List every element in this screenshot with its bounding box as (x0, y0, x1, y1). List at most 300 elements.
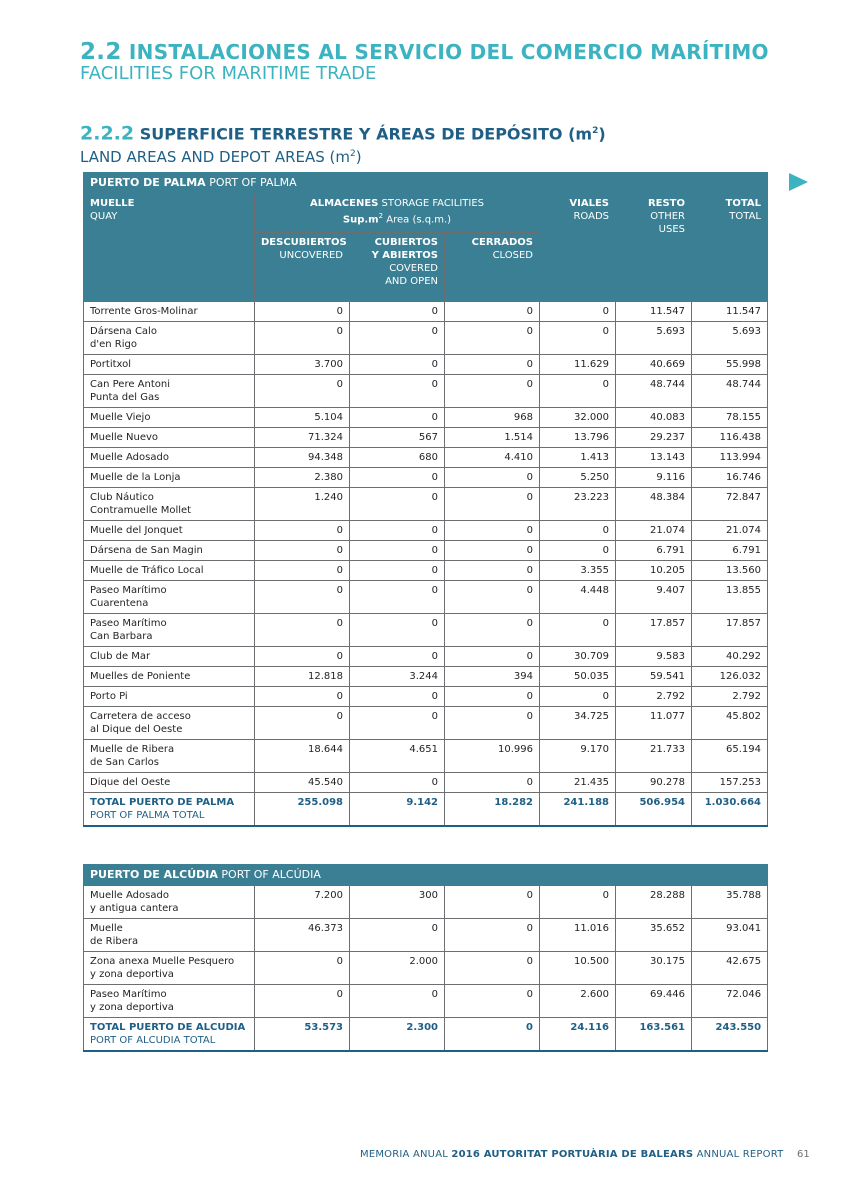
subsection-title-en-text: LAND AREAS AND DEPOT AREAS (m (80, 148, 350, 167)
quay-name-line2: y antigua cantera (90, 903, 179, 914)
table-cell: 0 (445, 355, 540, 375)
quay-name (84, 561, 255, 581)
table-cell: 28.288 (616, 886, 692, 919)
header-roads-en: ROADS (573, 211, 609, 222)
quay-name-line1: Can Pere Antoni (90, 379, 171, 390)
table-cell: 567 (350, 428, 445, 448)
alcudia-band-en: PORT OF ALCÚDIA (221, 868, 321, 881)
alcudia-band (84, 865, 768, 886)
quay-name-line1: Paseo Marítimo (90, 989, 167, 1000)
table-row (84, 647, 768, 667)
quay-name-line1: Muelle Adosado (90, 452, 169, 463)
table-cell: 0 (350, 687, 445, 707)
table-cell: 65.194 (692, 740, 768, 773)
table-row (84, 408, 768, 428)
table-cell: 0 (445, 614, 540, 647)
table-cell: 12.818 (255, 667, 350, 687)
table-cell: 0 (540, 541, 616, 561)
total-cell: 24.116 (540, 1018, 616, 1052)
header-total-es: TOTAL (725, 198, 761, 209)
table-cell: 3.700 (255, 355, 350, 375)
quay-name (84, 886, 255, 919)
table-cell: 7.200 (255, 886, 350, 919)
table-cell: 968 (445, 408, 540, 428)
palma-band-en: PORT OF PALMA (209, 176, 297, 189)
table-row (84, 614, 768, 647)
quay-name (84, 773, 255, 793)
subsection-title-es (80, 120, 606, 145)
table-cell: 0 (350, 614, 445, 647)
table-cell: 4.651 (350, 740, 445, 773)
table-cell: 5.250 (540, 468, 616, 488)
table-cell: 5.693 (616, 322, 692, 355)
header-quay-en: QUAY (90, 211, 118, 222)
table-row (84, 302, 768, 322)
table-row (84, 541, 768, 561)
total-cell: 1.030.664 (692, 793, 768, 827)
quay-name-line1: Dique del Oeste (90, 777, 171, 788)
table-cell: 21.074 (692, 521, 768, 541)
table-cell: 69.446 (616, 985, 692, 1018)
subsection-unit-close-en: ) (355, 148, 362, 167)
table-cell: 11.547 (616, 302, 692, 322)
quay-name-line1: Muelle Nuevo (90, 432, 159, 443)
quay-name (84, 581, 255, 614)
arrow-right-icon (789, 173, 808, 191)
table-row (84, 428, 768, 448)
table-cell: 0 (350, 322, 445, 355)
table-cell: 13.560 (692, 561, 768, 581)
subsection-heading (80, 120, 606, 166)
table-cell: 23.223 (540, 488, 616, 521)
total-label-es: TOTAL PUERTO DE PALMA (90, 797, 235, 808)
table-row (84, 952, 768, 985)
table-cell: 0 (540, 322, 616, 355)
table-cell: 0 (350, 561, 445, 581)
quay-name (84, 985, 255, 1018)
table-cell: 0 (350, 375, 445, 408)
table-cell: 40.083 (616, 408, 692, 428)
table-cell: 0 (350, 773, 445, 793)
table-cell: 10.205 (616, 561, 692, 581)
quay-name (84, 302, 255, 322)
table-cell: 93.041 (692, 919, 768, 952)
header-quay (84, 194, 255, 302)
table-cell: 35.652 (616, 919, 692, 952)
table-cell: 30.175 (616, 952, 692, 985)
table-row (84, 521, 768, 541)
quay-name (84, 355, 255, 375)
table-cell: 55.998 (692, 355, 768, 375)
header-other-en-1: OTHER (650, 211, 685, 222)
table-cell: 0 (445, 468, 540, 488)
table-cell: 16.746 (692, 468, 768, 488)
table-cell: 2.792 (616, 687, 692, 707)
table-cell: 0 (445, 488, 540, 521)
header-other-en-2: USES (658, 224, 685, 235)
table-cell: 34.725 (540, 707, 616, 740)
header-covered-en-1: COVERED (389, 263, 438, 274)
table-cell: 2.380 (255, 468, 350, 488)
table-cell: 11.629 (540, 355, 616, 375)
subsection-unit-es: (m (568, 124, 593, 144)
footer (360, 1149, 783, 1160)
quay-name-line1: Carretera de acceso (90, 711, 191, 722)
table-cell: 0 (445, 561, 540, 581)
table-cell: 13.855 (692, 581, 768, 614)
alcudia-band-es: PUERTO DE ALCÚDIA (90, 868, 218, 881)
table-cell: 0 (445, 581, 540, 614)
table-cell: 9.170 (540, 740, 616, 773)
quay-name (84, 614, 255, 647)
table-cell: 2.600 (540, 985, 616, 1018)
quay-name (84, 707, 255, 740)
table-cell: 0 (255, 375, 350, 408)
footer-part3: ANNUAL REPORT (696, 1149, 784, 1160)
table-cell: 11.016 (540, 919, 616, 952)
total-row (84, 793, 768, 827)
quay-name (84, 687, 255, 707)
table-cell: 21.733 (616, 740, 692, 773)
quay-name (84, 375, 255, 408)
table-cell: 0 (445, 919, 540, 952)
quay-name (84, 488, 255, 521)
header-other-es: RESTO (647, 198, 685, 209)
table-cell: 394 (445, 667, 540, 687)
table-cell: 116.438 (692, 428, 768, 448)
palma-table (83, 172, 768, 827)
total-cell: 243.550 (692, 1018, 768, 1052)
header-uncovered (255, 233, 350, 302)
table-cell: 40.669 (616, 355, 692, 375)
table-row (84, 919, 768, 952)
section-title-es-text: INSTALACIONES AL SERVICIO DEL COMERCIO MARÍTIMO (128, 40, 769, 64)
quay-name-line1: Club de Mar (90, 651, 151, 662)
quay-name-line1: Muelle de la Lonja (90, 472, 181, 483)
table-cell: 0 (445, 541, 540, 561)
table-cell: 0 (445, 302, 540, 322)
table-cell: 0 (350, 541, 445, 561)
header-roads-es: VIALES (569, 198, 609, 209)
table-cell: 0 (540, 375, 616, 408)
total-label-en: PORT OF ALCUDIA TOTAL (90, 1035, 216, 1046)
table-cell: 0 (445, 375, 540, 408)
table-cell: 0 (350, 468, 445, 488)
header-closed-en: CLOSED (492, 250, 533, 261)
table-cell: 9.407 (616, 581, 692, 614)
table-row (84, 773, 768, 793)
table-cell: 50.035 (540, 667, 616, 687)
total-cell: 2.300 (350, 1018, 445, 1052)
header-storage-es: ALMACENES (309, 198, 379, 209)
table-row (84, 448, 768, 468)
table-cell: 6.791 (692, 541, 768, 561)
table-cell: 3.244 (350, 667, 445, 687)
table-cell: 94.348 (255, 448, 350, 468)
table-cell: 0 (255, 687, 350, 707)
quay-name (84, 647, 255, 667)
table-cell: 0 (445, 322, 540, 355)
table-cell: 0 (255, 302, 350, 322)
quay-name-line2: de Ribera (90, 936, 139, 947)
subsection-unit-sup-es: 2 (592, 126, 599, 136)
table-cell: 0 (255, 581, 350, 614)
table-cell: 0 (540, 302, 616, 322)
total-row (84, 1018, 768, 1052)
table-cell: 78.155 (692, 408, 768, 428)
table-cell: 0 (445, 647, 540, 667)
header-area-en: Area (s.q.m.) (386, 214, 452, 226)
table-cell: 0 (445, 886, 540, 919)
total-label-en: PORT OF PALMA TOTAL (90, 810, 205, 821)
table-cell: 0 (350, 355, 445, 375)
quay-name-line2: de San Carlos (90, 757, 159, 768)
quay-name-line1: Paseo Marítimo (90, 618, 167, 629)
section-number: 2.2 (80, 39, 122, 65)
table-cell: 45.540 (255, 773, 350, 793)
table-cell: 71.324 (255, 428, 350, 448)
table-cell: 10.996 (445, 740, 540, 773)
table-cell: 0 (255, 561, 350, 581)
table-cell: 45.802 (692, 707, 768, 740)
table-cell: 113.994 (692, 448, 768, 468)
table-cell: 0 (255, 614, 350, 647)
table-cell: 0 (350, 581, 445, 614)
table-cell: 0 (255, 985, 350, 1018)
table-row (84, 561, 768, 581)
quay-name-line1: Paseo Marítimo (90, 585, 167, 596)
table-row (84, 581, 768, 614)
table-cell: 5.104 (255, 408, 350, 428)
header-closed-es: CERRADOS (471, 237, 533, 248)
header-covered-es-1: CUBIERTOS (374, 237, 438, 248)
total-cell: 506.954 (616, 793, 692, 827)
table-cell: 0 (445, 952, 540, 985)
table-row (84, 707, 768, 740)
table-cell: 2.792 (692, 687, 768, 707)
quay-name (84, 428, 255, 448)
quay-name-line1: Muelles de Poniente (90, 671, 191, 682)
palma-band (84, 173, 768, 194)
section-title-en: FACILITIES FOR MARITIME TRADE (80, 63, 377, 84)
table-cell: 157.253 (692, 773, 768, 793)
header-covered-es-2: Y ABIERTOS (371, 250, 438, 261)
header-storage-en: STORAGE FACILITIES (381, 198, 485, 209)
total-label (84, 1018, 255, 1052)
table-cell: 90.278 (616, 773, 692, 793)
quay-name-line1: Dársena Calo (90, 326, 157, 337)
table-cell: 5.693 (692, 322, 768, 355)
header-area-sup: 2 (378, 212, 384, 220)
table-row (84, 322, 768, 355)
header-row (84, 194, 768, 233)
table-cell: 0 (445, 773, 540, 793)
quay-name (84, 408, 255, 428)
total-cell: 9.142 (350, 793, 445, 827)
table-cell: 0 (350, 488, 445, 521)
table-cell: 0 (350, 521, 445, 541)
table-cell: 0 (540, 521, 616, 541)
subsection-unit-close-es: ) (598, 124, 606, 144)
table-cell: 42.675 (692, 952, 768, 985)
table-row (84, 985, 768, 1018)
table-cell: 18.644 (255, 740, 350, 773)
subsection-number: 2.2.2 (80, 122, 135, 145)
table-cell: 2.000 (350, 952, 445, 985)
subsection-unit-sup-en: 2 (350, 149, 356, 160)
header-total (692, 194, 768, 302)
quay-name-line1: Dársena de San Magin (90, 545, 203, 556)
header-area-es: Sup.m (342, 214, 379, 226)
quay-name-line1: Zona anexa Muelle Pesquero (90, 956, 235, 967)
table-cell: 17.857 (616, 614, 692, 647)
table-cell: 11.547 (692, 302, 768, 322)
quay-name-line2: Cuarentena (90, 598, 149, 609)
table-cell: 0 (445, 521, 540, 541)
table-cell: 48.744 (692, 375, 768, 408)
quay-name-line2: Can Barbara (90, 631, 153, 642)
header-covered (350, 233, 445, 302)
footer-part1: MEMORIA ANUAL (360, 1149, 449, 1160)
table-cell: 1.240 (255, 488, 350, 521)
quay-name-line1: Muelle del Jonquet (90, 525, 183, 536)
table-cell: 0 (255, 541, 350, 561)
quay-name-line1: Muelle de Ribera (90, 744, 175, 755)
quay-name-line2: Punta del Gas (90, 392, 160, 403)
table-row (84, 375, 768, 408)
total-label-es: TOTAL PUERTO DE ALCUDIA (90, 1022, 246, 1033)
total-cell: 53.573 (255, 1018, 350, 1052)
subsection-title-es-text: SUPERFICIE TERRESTRE Y ÁREAS DE DEPÓSITO (139, 124, 563, 144)
quay-name (84, 468, 255, 488)
table-cell: 1.413 (540, 448, 616, 468)
table-cell: 0 (350, 302, 445, 322)
quay-name (84, 322, 255, 355)
table-cell: 3.355 (540, 561, 616, 581)
quay-name-line1: Muelle (90, 923, 123, 934)
total-cell: 255.098 (255, 793, 350, 827)
table-cell: 0 (350, 707, 445, 740)
quay-name-line1: Porto Pi (90, 691, 128, 702)
table-cell: 0 (255, 521, 350, 541)
quay-name (84, 667, 255, 687)
page-number: 61 (797, 1149, 810, 1160)
table-cell: 59.541 (616, 667, 692, 687)
quay-name (84, 448, 255, 468)
quay-name-line1: Muelle Adosado (90, 890, 169, 901)
table-cell: 0 (445, 707, 540, 740)
table-cell: 0 (255, 647, 350, 667)
header-uncovered-es: DESCUBIERTOS (261, 237, 347, 248)
table-cell: 4.410 (445, 448, 540, 468)
table-cell: 35.788 (692, 886, 768, 919)
table-cell: 13.796 (540, 428, 616, 448)
palma-band-es: PUERTO DE PALMA (90, 176, 206, 189)
table-cell: 40.292 (692, 647, 768, 667)
total-cell: 163.561 (616, 1018, 692, 1052)
quay-name-line2: d'en Rigo (90, 339, 137, 350)
header-quay-es: MUELLE (90, 198, 135, 209)
table-cell: 0 (350, 985, 445, 1018)
table-cell: 1.514 (445, 428, 540, 448)
table-cell: 6.791 (616, 541, 692, 561)
table-cell: 48.384 (616, 488, 692, 521)
table-cell: 48.744 (616, 375, 692, 408)
footer-part2: 2016 AUTORITAT PORTUÀRIA DE BALEARS (451, 1149, 694, 1160)
header-covered-en-2: AND OPEN (385, 276, 438, 287)
table-cell: 30.709 (540, 647, 616, 667)
table-cell: 17.857 (692, 614, 768, 647)
table-cell: 300 (350, 886, 445, 919)
quay-name-line1: Muelle Viejo (90, 412, 151, 423)
table-cell: 46.373 (255, 919, 350, 952)
table-cell: 10.500 (540, 952, 616, 985)
table-cell: 72.847 (692, 488, 768, 521)
table-cell: 0 (255, 322, 350, 355)
table-cell: 9.583 (616, 647, 692, 667)
subsection-title-en (80, 145, 606, 166)
header-uncovered-en: UNCOVERED (279, 250, 343, 261)
quay-name-line2: al Dique del Oeste (90, 724, 183, 735)
table-cell: 0 (350, 647, 445, 667)
table-cell: 9.116 (616, 468, 692, 488)
table-cell: 0 (350, 919, 445, 952)
table-cell: 126.032 (692, 667, 768, 687)
table-cell: 0 (445, 985, 540, 1018)
table-row (84, 355, 768, 375)
quay-name (84, 521, 255, 541)
table-row (84, 886, 768, 919)
section-title-es (80, 40, 769, 64)
table-cell: 0 (445, 687, 540, 707)
table-cell: 680 (350, 448, 445, 468)
header-other (616, 194, 692, 302)
quay-name (84, 919, 255, 952)
quay-name-line1: Portitxol (90, 359, 132, 370)
table-cell: 0 (540, 886, 616, 919)
total-cell: 0 (445, 1018, 540, 1052)
section-heading (80, 40, 769, 84)
quay-name-line2: Contramuelle Mollet (90, 505, 192, 516)
table-row (84, 687, 768, 707)
header-total-en: TOTAL (729, 211, 761, 222)
table-cell: 0 (540, 614, 616, 647)
table-row (84, 740, 768, 773)
header-storage (255, 194, 540, 233)
table-row (84, 468, 768, 488)
quay-name-line2: y zona deportiva (90, 1002, 174, 1013)
quay-name-line1: Club Náutico (90, 492, 154, 503)
total-label (84, 793, 255, 827)
quay-name-line1: Torrente Gros-Molinar (90, 306, 198, 317)
quay-name (84, 740, 255, 773)
total-cell: 241.188 (540, 793, 616, 827)
quay-name (84, 541, 255, 561)
table-cell: 21.074 (616, 521, 692, 541)
quay-name (84, 952, 255, 985)
table-row (84, 667, 768, 687)
table-cell: 0 (350, 408, 445, 428)
total-cell: 18.282 (445, 793, 540, 827)
table-cell: 13.143 (616, 448, 692, 468)
table-cell: 0 (540, 687, 616, 707)
table-cell: 32.000 (540, 408, 616, 428)
alcudia-table (83, 864, 768, 1052)
table-cell: 21.435 (540, 773, 616, 793)
table-cell: 29.237 (616, 428, 692, 448)
table-row (84, 488, 768, 521)
quay-name-line2: y zona deportiva (90, 969, 174, 980)
